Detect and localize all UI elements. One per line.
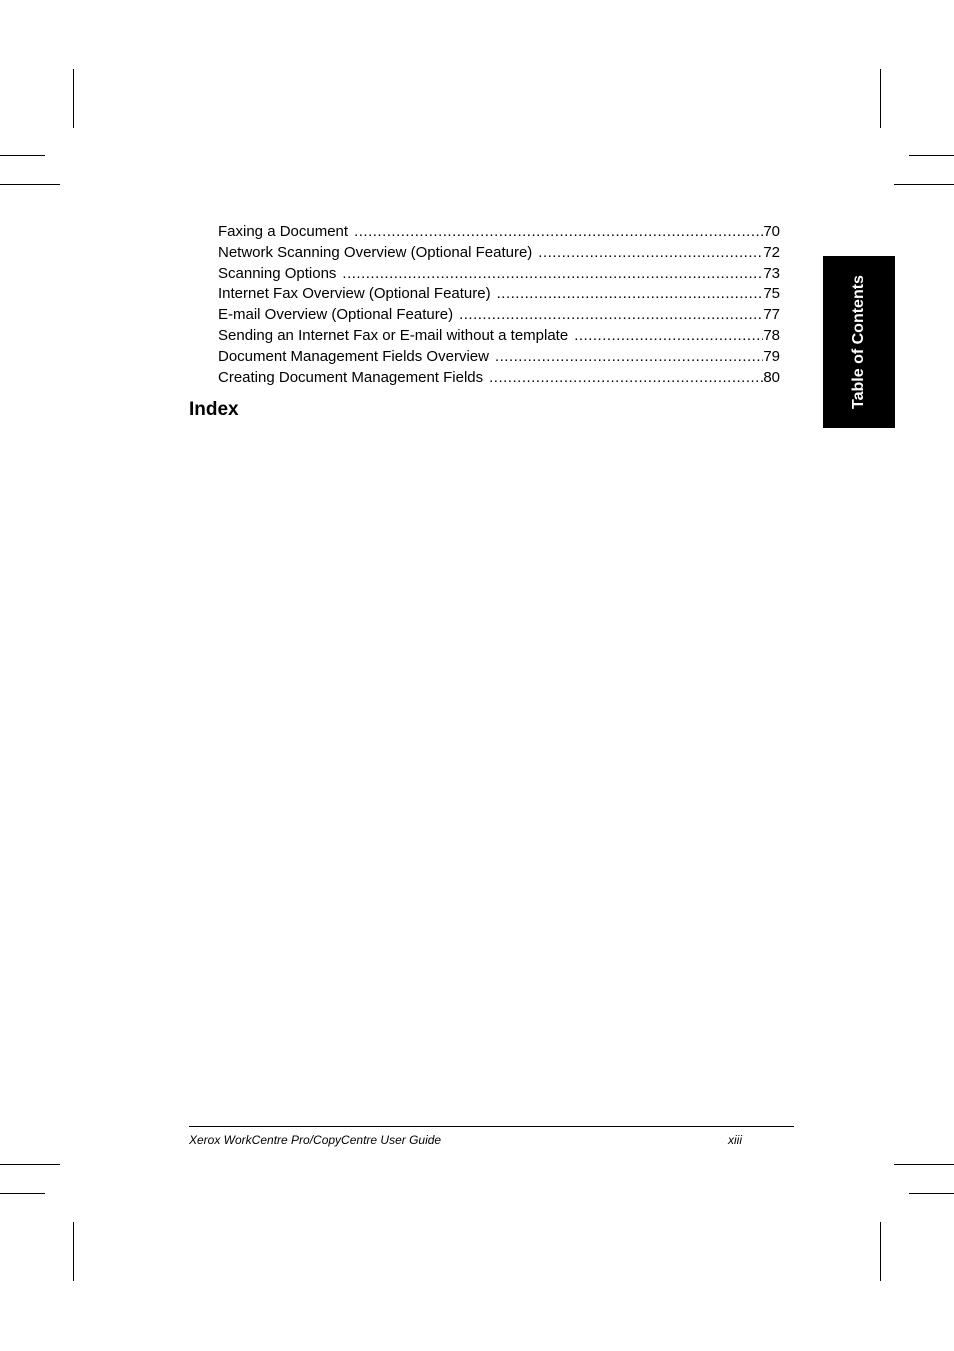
toc-entry-page: 79 [763, 347, 780, 365]
toc-entry-page: 78 [763, 326, 780, 344]
crop-mark-bottom-left-horizontal-1 [0, 1164, 60, 1165]
toc-entry-title: Internet Fax Overview (Optional Feature) [218, 285, 491, 303]
toc-entry[interactable] [218, 243, 780, 264]
crop-mark-top-right-horizontal-2 [894, 184, 954, 185]
crop-mark-top-left-horizontal-2 [0, 184, 60, 185]
toc-dot-leader [538, 243, 763, 264]
crop-mark-top-left-vertical [73, 69, 74, 128]
footer-divider [189, 1126, 794, 1127]
toc-entry-title: E-mail Overview (Optional Feature) [218, 306, 454, 324]
toc-entry-page: 73 [763, 264, 780, 282]
toc-entry-title: Document Management Fields Overview [218, 347, 489, 365]
toc-dot-leader [342, 264, 763, 285]
crop-mark-bottom-left-vertical [73, 1222, 74, 1281]
toc-dot-leader [489, 368, 763, 389]
toc-entry[interactable] [218, 368, 780, 389]
crop-mark-bottom-left-horizontal-2 [0, 1193, 45, 1194]
toc-dot-leader [574, 326, 763, 347]
toc-dot-leader [495, 347, 763, 368]
crop-mark-bottom-right-horizontal-2 [909, 1193, 954, 1194]
toc-entry-title: Faxing a Document [218, 223, 349, 240]
side-tab-label: Table of Contents [850, 275, 867, 409]
toc-entry[interactable] [218, 222, 780, 243]
toc-entry-page: 72 [763, 243, 780, 261]
crop-mark-top-right-vertical [880, 69, 881, 128]
toc-dot-leader [459, 305, 763, 326]
crop-mark-top-left-horizontal-1 [0, 155, 45, 156]
side-tab [823, 256, 895, 428]
toc-entry-title: Sending an Internet Fax or E-mail without a template [218, 326, 569, 344]
toc-entry-page: 75 [763, 285, 780, 303]
toc-entry[interactable] [218, 347, 780, 368]
toc-entry-page: 70 [763, 223, 780, 240]
toc-entry-title: Scanning Options [218, 264, 337, 282]
toc-entry-title: Network Scanning Overview (Optional Feature) [218, 243, 533, 261]
crop-mark-bottom-right-vertical [880, 1222, 881, 1281]
footer-document-title: Xerox WorkCentre Pro/CopyCentre User Guide [189, 1133, 442, 1147]
toc-entry[interactable] [218, 284, 780, 305]
footer-page-number: xiii [728, 1133, 742, 1147]
toc-entry-title: Creating Document Management Fields [218, 368, 484, 386]
crop-mark-bottom-right-horizontal-1 [894, 1164, 954, 1165]
toc-dot-leader [354, 222, 763, 243]
toc-entry[interactable] [218, 326, 780, 347]
toc-entry-page: 77 [763, 306, 780, 324]
toc-entry-page: 80 [763, 368, 780, 386]
index-section-heading[interactable]: Index [189, 399, 239, 420]
toc-entry[interactable] [218, 305, 780, 326]
toc-dot-leader [497, 284, 764, 305]
toc-entry[interactable] [218, 264, 780, 285]
crop-mark-top-right-horizontal-1 [909, 155, 954, 156]
toc-list [218, 222, 780, 388]
